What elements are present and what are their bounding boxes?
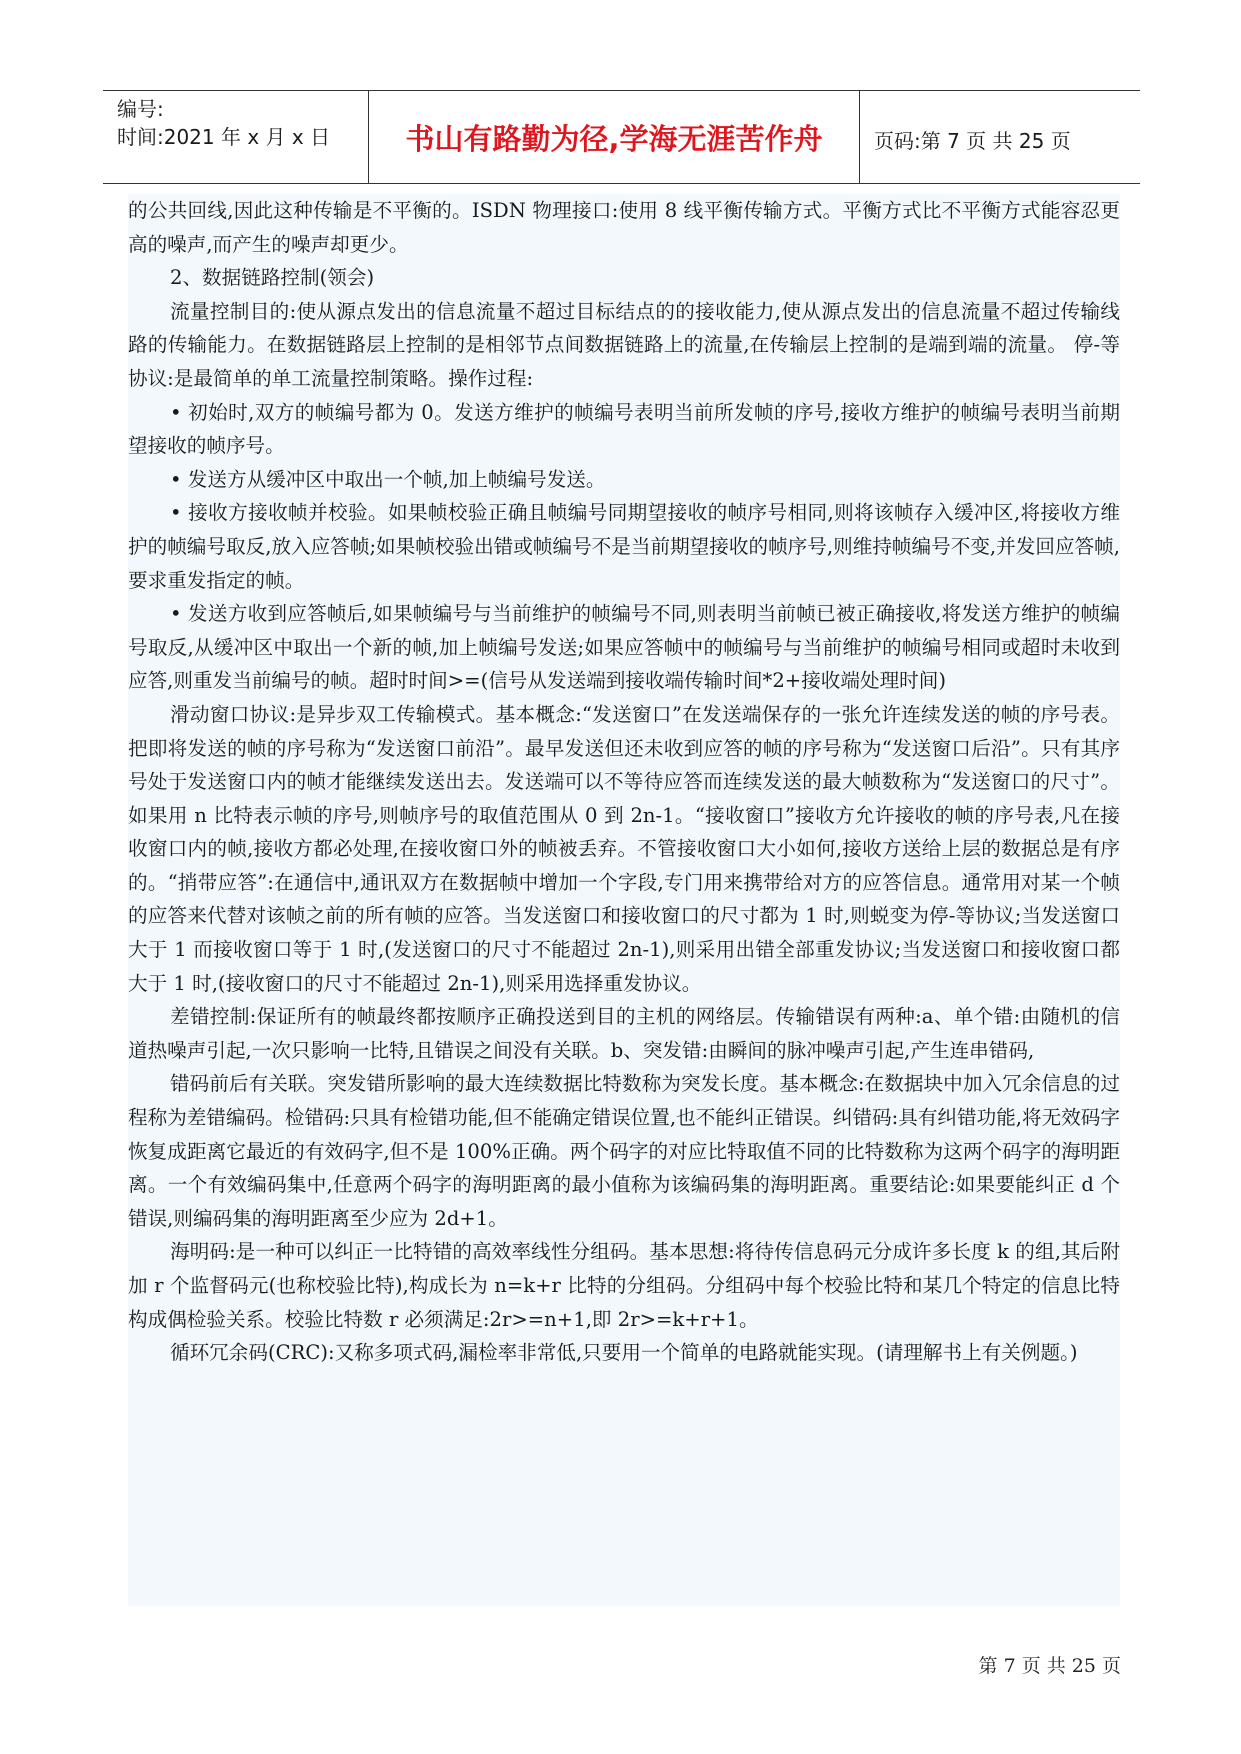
page-footer: 第 7 页 共 25 页 xyxy=(978,1655,1121,1677)
header-page-cell xyxy=(860,91,1140,183)
bullet-item: • 发送方从缓冲区中取出一个帧,加上帧编号发送。 xyxy=(170,467,606,491)
page-code: 页码:第 7 页 共 25 页 xyxy=(874,129,1071,153)
paragraph-continuation: 的公共回线,因此这种传输是不平衡的。ISDN 物理接口:使用 8 线平衡传输方式。平衡方式比不平衡方式能容忍更高的噪声,而产生的噪声却更少。 xyxy=(128,199,1120,256)
section-heading: 2、数据链路控制(领会) xyxy=(170,266,375,290)
page-header xyxy=(103,90,1140,184)
header-motto-cell xyxy=(369,91,860,183)
header-info-cell xyxy=(103,91,369,183)
paragraph-error-control: 差错控制:保证所有的帧最终都按顺序正确投送到目的主机的网络层。传输错误有两种:a、单个错:由随机的信道热噪声引起,一次只影响一比特,且错误之间没有关联。b、突发错:由瞬间的脉冲噪声引起,产生连串错码, xyxy=(128,1005,1120,1062)
number-label: 编号: xyxy=(117,97,164,121)
document-body xyxy=(128,194,1120,1606)
paragraph-hamming: 海明码:是一种可以纠正一比特错的高效率线性分组码。基本思想:将待传信息码元分成许多长度 k 的组,其后附加 r 个监督码元(也称校验比特),构成长为 n=k+r 比特的分组码。分组码中每个校验比特和某几个特定的信息比特构成偶检验关系。校验比特数 r 必须满足:2r>=n+1,即 2r>=k+r+1。 xyxy=(128,1240,1120,1331)
paragraph-error-codes: 错码前后有关联。突发错所影响的最大连续数据比特数称为突发长度。基本概念:在数据块中加入冗余信息的过程称为差错编码。检错码:只具有检错功能,但不能确定错误位置,也不能纠正错误。纠错码:具有纠错功能,将无效码字恢复成距离它最近的有效码字,但不是 100%正确。两个码字的对应比特取值不同的比特数称为这两个码字的海明距离。一个有效编码集中,任意两个码字的海明距离的最小值称为该编码集的海明距离。重要结论:如果要能纠正 d 个错误,则编码集的海明距离至少应为 2d+1。 xyxy=(128,1072,1120,1230)
time-label: 时间:2021 年 x 月 x 日 xyxy=(117,125,331,149)
paragraph-crc: 循环冗余码(CRC):又称多项式码,漏检率非常低,只要用一个简单的电路就能实现。(请理解书上有关例题。) xyxy=(170,1341,1078,1365)
paragraph-sliding-window: 滑动窗口协议:是异步双工传输模式。基本概念:“发送窗口”在发送端保存的一张允许连续发送的帧的序号表。把即将发送的帧的序号称为“发送窗口前沿”。最早发送但还未收到应答的帧的序号称为“发送窗口后沿”。只有其序号处于发送窗口内的帧才能继续发送出去。发送端可以不等待应答而连续发送的最大帧数称为“发送窗口的尺寸”。如果用 n 比特表示帧的序号,则帧序号的取值范围从 0 到 2n-1。“接收窗口”接收方允许接收的帧的序号表,凡在接收窗口内的帧,接收方都必处理,在接收窗口外的帧被丢弃。不管接收窗口大小如何,接收方送给上层的数据总是有序的。“捎带应答”:在通信中,通讯双方在数据帧中增加一个字段,专门用来携带给对方的应答信息。通常用对某一个帧的应答来代替对该帧之前的所有帧的应答。当发送窗口和接收窗口的尺寸都为 1 时,则蜕变为停-等协议;当发送窗口大于 1 而接收窗口等于 1 时,(发送窗口的尺寸不能超过 2n-1),则采用出错全部重发协议;当发送窗口和接收窗口都大于 1 时,(接收窗口的尺寸不能超过 2n-1),则采用选择重发协议。 xyxy=(128,702,1120,995)
bullet-item: • 接收方接收帧并校验。如果帧校验正确且帧编号同期望接收的帧序号相同,则将该帧存入缓冲区,将接收方维护的帧编号取反,放入应答帧;如果帧校验出错或帧编号不是当前期望接收的帧序号,则维持帧编号不变,并发回应答帧,要求重发指定的帧。 xyxy=(128,501,1120,592)
motto: 书山有路勤为径,学海无涯苦作舟 xyxy=(405,122,823,156)
bullet-item: • 初始时,双方的帧编号都为 0。发送方维护的帧编号表明当前所发帧的序号,接收方维护的帧编号表明当前期望接收的帧序号。 xyxy=(128,400,1120,458)
bullet-item: • 发送方收到应答帧后,如果帧编号与当前维护的帧编号不同,则表明当前帧已被正确接收,将发送方维护的帧编号取反,从缓冲区中取出一个新的帧,加上帧编号发送;如果应答帧中的帧编号与当前维护的帧编号相同或超时未收到应答,则重发当前编号的帧。超时时间>=(信号从发送端到接收端传输时间*2+接收端处理时间) xyxy=(128,602,1120,693)
paragraph-flow-control: 流量控制目的:使从源点发出的信息流量不超过目标结点的的接收能力,使从源点发出的信息流量不超过传输线路的传输能力。在数据链路层上控制的是相邻节点间数据链路上的流量,在传输层上控制的是端到端的流量。 停-等协议:是最简单的单工流量控制策略。操作过程: xyxy=(128,299,1120,390)
